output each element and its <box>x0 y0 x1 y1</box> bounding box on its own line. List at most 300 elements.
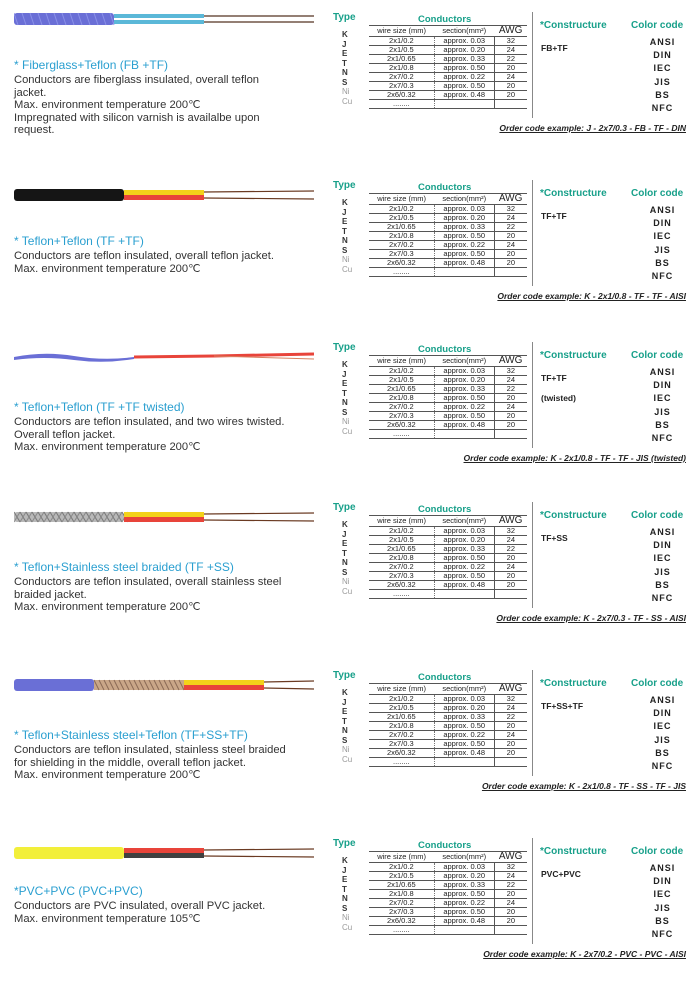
type-code: Ni <box>342 255 350 264</box>
type-code: S <box>342 245 348 255</box>
table-row <box>369 748 527 757</box>
cell-section: approx. 0.48 <box>434 580 494 589</box>
type-code: Cu <box>342 426 353 436</box>
cell-awg: 20 <box>494 393 527 402</box>
type-code: Cu <box>342 754 353 764</box>
constructure-line: TF+TF <box>541 373 567 383</box>
type-code: S <box>342 903 348 913</box>
type-code: K <box>342 30 348 39</box>
cell-wire-size: 2x1/0.5 <box>369 375 434 384</box>
type-code: E <box>342 49 348 58</box>
type-code: T <box>342 884 347 894</box>
cable-photo <box>14 346 314 368</box>
product-title: * Teflon+Stainless steel+Teflon (TF+SS+TF) <box>14 728 248 742</box>
cable-photo <box>14 184 314 206</box>
cell-section: approx. 0.20 <box>434 45 494 54</box>
color-code-header: Color code <box>631 678 684 689</box>
type-code: T <box>342 716 347 726</box>
cell-awg: 20 <box>494 721 527 730</box>
table-row <box>369 571 527 580</box>
cell-wire-size: 2x7/0.3 <box>369 571 434 580</box>
cell-awg: 24 <box>494 703 527 712</box>
table-row <box>369 375 527 384</box>
cell-section: approx. 0.22 <box>434 562 494 571</box>
table-header-row <box>369 684 527 695</box>
product-description <box>14 416 326 454</box>
cell-wire-size: 2x6/0.32 <box>369 420 434 429</box>
type-code: N <box>342 68 348 77</box>
cell-awg: 22 <box>494 54 527 63</box>
header-awg: AWG <box>494 684 527 695</box>
cell-wire-size: ........ <box>369 757 434 766</box>
type-code: K <box>342 198 348 207</box>
description-line: Max. environment temperature 105℃ <box>14 912 201 925</box>
product-description <box>14 576 326 614</box>
cell-section: approx. 0.22 <box>434 730 494 739</box>
table-row <box>369 730 527 739</box>
type-header: Type <box>333 342 356 353</box>
table-row <box>369 99 527 108</box>
table-row <box>369 703 527 712</box>
product-section <box>0 330 700 495</box>
type-codes <box>342 520 356 596</box>
cell-wire-size: 2x7/0.2 <box>369 72 434 81</box>
table-row <box>369 384 527 393</box>
color-code-item: NFC <box>651 929 674 940</box>
type-code: T <box>342 388 347 398</box>
cell-wire-size: 2x6/0.32 <box>369 916 434 925</box>
type-codes <box>342 198 356 274</box>
constructure-header: *Constructure <box>540 846 607 857</box>
header-awg: AWG <box>494 356 527 367</box>
color-code-item: NFC <box>651 433 674 444</box>
type-code: K <box>342 688 348 697</box>
product-title: * Teflon+Teflon (TF +TF) <box>14 234 144 248</box>
product-description <box>14 744 326 782</box>
color-code-item: ANSI <box>649 527 676 537</box>
cell-awg: 20 <box>494 420 527 429</box>
type-code: E <box>342 539 348 548</box>
table-row <box>369 258 527 267</box>
type-code: E <box>342 875 348 884</box>
cell-awg <box>494 99 527 108</box>
color-code-header: Color code <box>631 350 684 361</box>
description-line: Max. environment temperature 200℃ <box>14 262 201 275</box>
table-row <box>369 72 527 81</box>
column-divider <box>532 670 533 776</box>
cell-wire-size: ........ <box>369 267 434 276</box>
color-code-list <box>640 526 685 605</box>
header-awg: AWG <box>494 26 527 37</box>
cable-photo <box>14 842 314 864</box>
cell-section: approx. 0.03 <box>434 366 494 375</box>
constructure-value <box>541 864 581 884</box>
type-code: S <box>342 735 348 745</box>
color-code-header: Color code <box>631 20 684 31</box>
cell-section <box>434 99 494 108</box>
type-code: J <box>342 207 347 217</box>
product-title: *PVC+PVC (PVC+PVC) <box>14 884 143 898</box>
cell-awg: 24 <box>494 213 527 222</box>
color-code-item: IEC <box>653 63 672 74</box>
cell-wire-size: 2x1/0.8 <box>369 393 434 402</box>
conductors-header: Conductors <box>418 840 472 851</box>
description-line: Max. environment temperature 200℃ <box>14 99 201 112</box>
cell-wire-size: 2x1/0.2 <box>369 366 434 375</box>
color-code-item: IEC <box>653 889 672 900</box>
header-section: section(mm²) <box>434 194 494 205</box>
table-row <box>369 589 527 598</box>
cell-wire-size: 2x7/0.3 <box>369 249 434 258</box>
cell-wire-size: 2x1/0.8 <box>369 63 434 72</box>
cell-wire-size: 2x1/0.8 <box>369 889 434 898</box>
cell-wire-size: 2x1/0.8 <box>369 553 434 562</box>
header-wire-size: wire size (mm) <box>369 684 434 695</box>
cell-awg: 20 <box>494 889 527 898</box>
cell-awg <box>494 589 527 598</box>
cell-wire-size: 2x1/0.2 <box>369 526 434 535</box>
cell-section: approx. 0.03 <box>434 204 494 213</box>
header-wire-size: wire size (mm) <box>369 852 434 863</box>
color-code-item: NFC <box>651 103 674 114</box>
cell-awg: 24 <box>494 72 527 81</box>
type-code: N <box>342 398 348 407</box>
table-row <box>369 721 527 730</box>
description-line: Overall teflon jacket. <box>14 428 116 441</box>
cell-wire-size: 2x1/0.2 <box>369 694 434 703</box>
type-header: Type <box>333 180 356 191</box>
header-section: section(mm²) <box>434 516 494 527</box>
color-code-item: ANSI <box>649 695 676 705</box>
type-code: N <box>342 558 348 567</box>
constructure-header: *Constructure <box>540 20 607 31</box>
cell-wire-size: 2x1/0.5 <box>369 871 434 880</box>
cell-awg <box>494 757 527 766</box>
cell-awg: 24 <box>494 562 527 571</box>
description-line: Conductors are teflon insulated, overall stainless steel <box>14 576 282 588</box>
constructure-header: *Constructure <box>540 678 607 689</box>
table-row <box>369 925 527 934</box>
cell-section: approx. 0.20 <box>434 535 494 544</box>
description-line: Conductors are fiberglass insulated, overall teflon <box>14 74 260 86</box>
type-code: N <box>342 726 348 735</box>
type-code: K <box>342 856 348 865</box>
cell-wire-size: 2x1/0.5 <box>369 45 434 54</box>
cell-section: approx. 0.20 <box>434 375 494 384</box>
cell-wire-size: 2x7/0.2 <box>369 402 434 411</box>
description-line: Impregnated with silicon varnish is availalbe upon <box>14 111 260 124</box>
type-code: J <box>342 865 347 875</box>
table-row <box>369 862 527 871</box>
constructure-value <box>541 528 568 548</box>
product-description <box>14 900 326 925</box>
cell-awg: 20 <box>494 916 527 925</box>
cell-awg: 32 <box>494 366 527 375</box>
cell-awg <box>494 267 527 276</box>
description-line: Max. environment temperature 200℃ <box>14 601 201 614</box>
table-row <box>369 249 527 258</box>
conductors-header: Conductors <box>418 182 472 193</box>
cell-wire-size: 2x1/0.65 <box>369 54 434 63</box>
type-code: Ni <box>342 87 350 96</box>
color-code-item: DIN <box>653 876 672 887</box>
table-row <box>369 898 527 907</box>
type-header: Type <box>333 502 356 513</box>
cell-wire-size: 2x6/0.32 <box>369 748 434 757</box>
color-code-header: Color code <box>631 846 684 857</box>
cell-section <box>434 757 494 766</box>
description-line: jacket. <box>14 86 47 99</box>
type-code: J <box>342 39 347 49</box>
color-code-item: IEC <box>653 393 672 404</box>
table-row <box>369 889 527 898</box>
type-code: Cu <box>342 96 353 106</box>
type-header: Type <box>333 670 356 681</box>
table-row <box>369 231 527 240</box>
cell-awg: 20 <box>494 258 527 267</box>
cell-awg: 22 <box>494 880 527 889</box>
conductor-table <box>369 515 527 599</box>
cell-awg: 20 <box>494 90 527 99</box>
cell-awg: 20 <box>494 231 527 240</box>
color-code-item: JIS <box>654 76 671 87</box>
conductors-header: Conductors <box>418 504 472 515</box>
description-line: Conductors are teflon insulated, and two wires twisted. <box>14 416 285 428</box>
type-code: S <box>342 567 348 577</box>
constructure-header: *Constructure <box>540 188 607 199</box>
conductors-header: Conductors <box>418 344 472 355</box>
header-awg: AWG <box>494 852 527 863</box>
cell-section: approx. 0.33 <box>434 54 494 63</box>
description-line: braided jacket. <box>14 588 87 601</box>
type-code: K <box>342 520 348 529</box>
color-code-item: BS <box>655 579 670 590</box>
constructure-line: (twisted) <box>541 393 576 403</box>
order-code-example: Order code example: J - 2x7/0.3 - FB - TF - DIN <box>499 123 686 133</box>
product-description <box>14 74 326 137</box>
cell-awg: 32 <box>494 694 527 703</box>
type-code: Cu <box>342 922 353 932</box>
cell-section: approx. 0.50 <box>434 553 494 562</box>
product-section <box>0 168 700 333</box>
cable-photo <box>14 506 314 528</box>
order-code-example: Order code example: K - 2x7/0.2 - PVC - PVC - AISI <box>483 949 686 959</box>
cell-section: approx. 0.48 <box>434 748 494 757</box>
table-header-row <box>369 356 527 367</box>
type-code: Cu <box>342 586 353 596</box>
constructure-line: TF+SS <box>541 533 568 543</box>
color-code-list <box>640 366 685 445</box>
order-code-example: Order code example: K - 2x1/0.8 - TF - TF - AISI <box>497 291 686 301</box>
cell-wire-size: 2x6/0.32 <box>369 580 434 589</box>
cell-section: approx. 0.33 <box>434 384 494 393</box>
cell-wire-size: 2x1/0.5 <box>369 213 434 222</box>
type-code: S <box>342 77 348 87</box>
type-code: E <box>342 217 348 226</box>
cell-wire-size: 2x1/0.8 <box>369 721 434 730</box>
color-code-item: DIN <box>653 218 672 229</box>
cell-section: approx. 0.20 <box>434 213 494 222</box>
order-code-example: Order code example: K - 2x1/0.8 - TF - SS - TF - JIS <box>481 781 686 791</box>
table-row <box>369 553 527 562</box>
cell-awg: 22 <box>494 712 527 721</box>
type-header: Type <box>333 12 356 23</box>
table-header-row <box>369 852 527 863</box>
product-section <box>0 826 700 991</box>
cell-section: approx. 0.50 <box>434 411 494 420</box>
color-code-item: DIN <box>653 708 672 719</box>
conductor-table <box>369 683 527 767</box>
cell-wire-size: 2x1/0.65 <box>369 544 434 553</box>
header-wire-size: wire size (mm) <box>369 194 434 205</box>
cell-wire-size: 2x1/0.2 <box>369 204 434 213</box>
cell-section: approx. 0.48 <box>434 420 494 429</box>
conductor-table <box>369 355 527 439</box>
cell-section: approx. 0.48 <box>434 90 494 99</box>
product-section <box>0 490 700 655</box>
cable-photo <box>14 674 314 696</box>
type-code: T <box>342 58 347 68</box>
cell-wire-size: 2x1/0.65 <box>369 222 434 231</box>
cell-section <box>434 925 494 934</box>
color-code-item: BS <box>655 747 670 758</box>
description-line: Conductors are teflon insulated, stainless steel braided <box>14 744 286 756</box>
cell-section: approx. 0.03 <box>434 526 494 535</box>
conductor-table <box>369 193 527 277</box>
type-code: S <box>342 407 348 417</box>
color-code-item: BS <box>655 419 670 430</box>
cell-section: approx. 0.03 <box>434 862 494 871</box>
table-row <box>369 81 527 90</box>
color-code-item: BS <box>655 915 670 926</box>
cell-awg: 20 <box>494 249 527 258</box>
order-code-example: Order code example: K - 2x1/0.8 - TF - TF - JIS (twisted) <box>463 453 686 463</box>
color-code-list <box>640 862 685 941</box>
table-row <box>369 393 527 402</box>
cell-section: approx. 0.50 <box>434 571 494 580</box>
cell-section: approx. 0.22 <box>434 240 494 249</box>
table-row <box>369 880 527 889</box>
cell-wire-size: 2x7/0.2 <box>369 562 434 571</box>
cell-awg: 24 <box>494 871 527 880</box>
cell-wire-size: 2x1/0.2 <box>369 862 434 871</box>
table-row <box>369 916 527 925</box>
cell-wire-size: 2x7/0.2 <box>369 730 434 739</box>
cell-wire-size: 2x1/0.65 <box>369 712 434 721</box>
product-title: * Teflon+Stainless steel braided (TF +SS) <box>14 560 234 574</box>
color-code-item: DIN <box>653 50 672 61</box>
column-divider <box>532 180 533 286</box>
color-code-item: ANSI <box>649 863 676 873</box>
header-awg: AWG <box>494 194 527 205</box>
table-row <box>369 580 527 589</box>
constructure-line: PVC+PVC <box>541 869 581 879</box>
cable-photo <box>14 8 314 30</box>
type-codes <box>342 688 356 764</box>
cell-wire-size: 2x1/0.8 <box>369 231 434 240</box>
color-code-header: Color code <box>631 510 684 521</box>
type-code: Ni <box>342 745 350 754</box>
type-code: Ni <box>342 913 350 922</box>
table-header-row <box>369 26 527 37</box>
cell-section: approx. 0.50 <box>434 739 494 748</box>
cell-section: approx. 0.50 <box>434 721 494 730</box>
cell-section: approx. 0.22 <box>434 402 494 411</box>
cell-wire-size: 2x1/0.2 <box>369 36 434 45</box>
cell-awg: 20 <box>494 580 527 589</box>
column-divider <box>532 12 533 118</box>
product-title: * Teflon+Teflon (TF +TF twisted) <box>14 400 185 414</box>
cell-awg: 22 <box>494 544 527 553</box>
cell-section: approx. 0.48 <box>434 258 494 267</box>
cell-awg: 24 <box>494 240 527 249</box>
color-code-item: JIS <box>654 406 671 417</box>
table-row <box>369 240 527 249</box>
description-line: Conductors are PVC insulated, overall PVC jacket. <box>14 900 266 912</box>
header-awg: AWG <box>494 516 527 527</box>
table-row <box>369 54 527 63</box>
cell-wire-size: 2x6/0.32 <box>369 258 434 267</box>
type-codes <box>342 856 356 932</box>
constructure-value <box>541 38 568 58</box>
cell-awg: 32 <box>494 862 527 871</box>
cell-awg: 20 <box>494 81 527 90</box>
cell-wire-size: 2x1/0.65 <box>369 880 434 889</box>
cell-awg: 32 <box>494 526 527 535</box>
cell-wire-size: ........ <box>369 429 434 438</box>
cell-awg: 20 <box>494 907 527 916</box>
constructure-value <box>541 206 567 226</box>
table-row <box>369 366 527 375</box>
cell-section <box>434 589 494 598</box>
table-row <box>369 535 527 544</box>
cell-awg: 32 <box>494 204 527 213</box>
table-row <box>369 526 527 535</box>
product-section <box>0 0 700 165</box>
color-code-item: IEC <box>653 553 672 564</box>
cell-wire-size: 2x7/0.2 <box>369 240 434 249</box>
type-code: Ni <box>342 417 350 426</box>
color-code-list <box>640 204 685 283</box>
cell-wire-size: 2x7/0.2 <box>369 898 434 907</box>
type-code: Ni <box>342 577 350 586</box>
table-row <box>369 63 527 72</box>
table-row <box>369 562 527 571</box>
cell-section: approx. 0.33 <box>434 880 494 889</box>
product-description <box>14 250 326 275</box>
type-code: K <box>342 360 348 369</box>
cell-awg: 24 <box>494 375 527 384</box>
type-code: N <box>342 236 348 245</box>
cell-awg: 24 <box>494 898 527 907</box>
table-row <box>369 204 527 213</box>
description-line: Max. environment temperature 200℃ <box>14 769 201 782</box>
color-code-item: NFC <box>651 271 674 282</box>
header-section: section(mm²) <box>434 26 494 37</box>
cell-section: approx. 0.03 <box>434 694 494 703</box>
color-code-item: NFC <box>651 593 674 604</box>
cell-section: approx. 0.20 <box>434 871 494 880</box>
cell-wire-size: 2x1/0.5 <box>369 703 434 712</box>
cell-section <box>434 267 494 276</box>
header-section: section(mm²) <box>434 852 494 863</box>
cell-wire-size: 2x6/0.32 <box>369 90 434 99</box>
cell-wire-size: 2x1/0.65 <box>369 384 434 393</box>
cell-section: approx. 0.50 <box>434 393 494 402</box>
product-section <box>0 658 700 823</box>
cell-awg: 22 <box>494 222 527 231</box>
header-section: section(mm²) <box>434 356 494 367</box>
